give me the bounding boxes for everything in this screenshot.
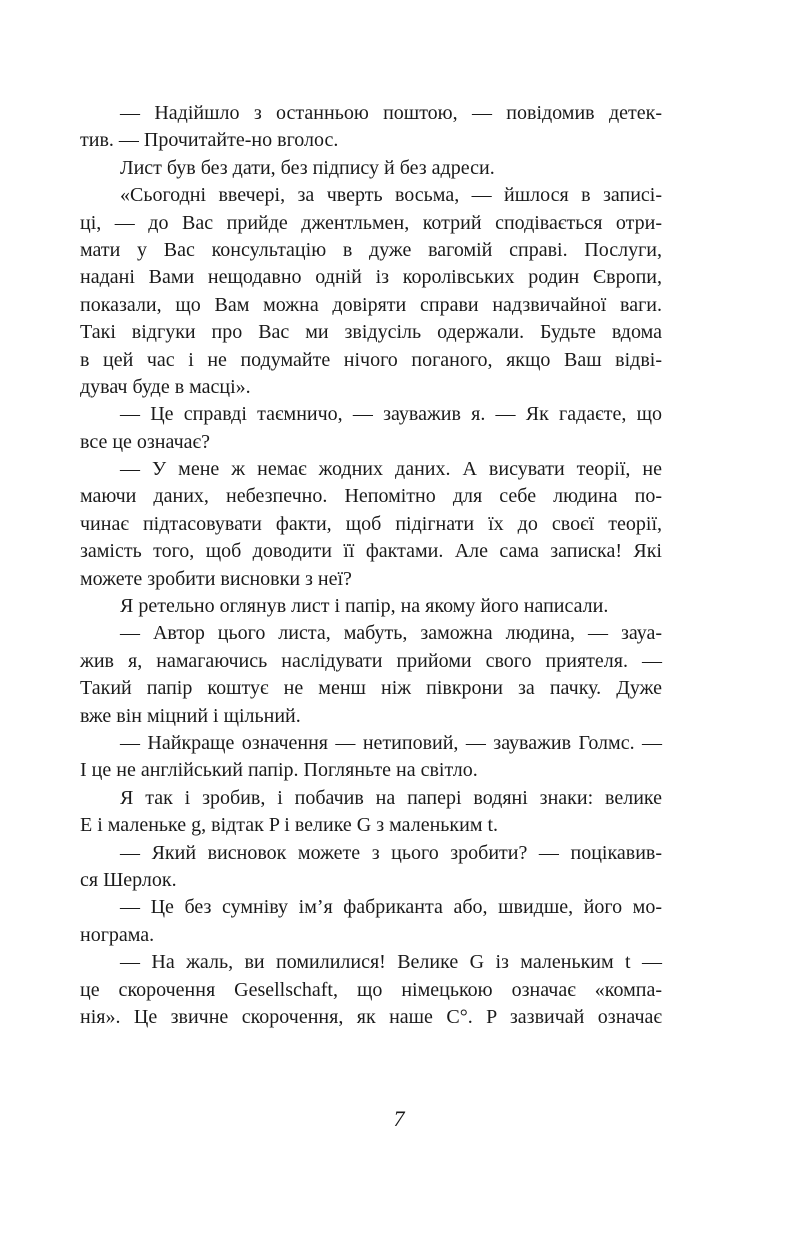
text-line: мати у Вас консультацію в дуже вагомій справі. Послуги, bbox=[80, 238, 662, 261]
text-line: Я так і зробив, і побачив на папері водяні знаки: велике bbox=[120, 786, 662, 809]
text-line: — Це справді таємничо, — зауважив я. — Як гадаєте, що bbox=[120, 403, 662, 426]
text-line: нія». Це звичне скорочення, як наше C°. P зазвичай означає bbox=[80, 1005, 662, 1028]
text-line: все це означає? bbox=[80, 430, 210, 453]
text-line: ці, — до Вас прийде джентльмен, котрий сподівається отри- bbox=[80, 211, 662, 234]
text-line: — Це без сумніву ім’я фабриканта або, швидше, його мо- bbox=[120, 896, 662, 919]
page-body bbox=[80, 100, 662, 1031]
text-line: — У мене ж немає жодних даних. А висувати теорії, не bbox=[120, 458, 662, 481]
text-line: — Надійшло з останньою поштою, — повідомив детек- bbox=[120, 102, 662, 124]
text-line: Такий папір коштує не менш ніж півкрони за пачку. Дуже bbox=[80, 677, 662, 700]
text-line: дувач буде в масці». bbox=[80, 375, 251, 398]
text-line: це скорочення Gesellschaft, що німецькою означає «компа- bbox=[80, 978, 662, 1001]
text-line: І це не англійський папір. Погляньте на світло. bbox=[80, 759, 478, 782]
text-line: Такі відгуки про Вас ми звідусіль одержали. Будьте вдома bbox=[80, 321, 662, 344]
text-line: замість того, щоб доводити її фактами. Але сама записка! Які bbox=[80, 540, 662, 563]
text-line: — Найкраще означення — нетиповий, — зауважив Голмс. — bbox=[120, 731, 662, 754]
text-line: «Сьогодні ввечері, за чверть восьма, — йшлося в записі- bbox=[120, 184, 662, 207]
text-line: Лист був без дати, без підпису й без адреси. bbox=[120, 156, 495, 179]
text-line: можете зробити висновки з неї? bbox=[80, 567, 352, 590]
text-line: нограма. bbox=[80, 923, 155, 946]
text-line: — Який висновок можете з цього зробити? — поцікавив- bbox=[120, 841, 662, 864]
text-line: надані Вами нещодавно одній із королівських родин Європи, bbox=[80, 266, 662, 289]
text-line: жив я, намагаючись наслідувати прийоми свого приятеля. — bbox=[80, 649, 662, 672]
text-line: в цей час і не подумайте нічого поганого, якщо Ваш відві- bbox=[80, 348, 662, 371]
text-line: тив. — Прочитайте-но вголос. bbox=[80, 129, 339, 152]
text-line: Я ретельно оглянув лист і папір, на якому його написали. bbox=[120, 595, 609, 618]
text-line: показали, що Вам можна довіряти справи надзвичайної ваги. bbox=[80, 293, 662, 316]
text-line: — Автор цього листа, мабуть, заможна людина, — зауа- bbox=[120, 622, 662, 645]
text-line: ся Шерлок. bbox=[80, 868, 177, 891]
text-line: — На жаль, ви помилилися! Велике G із маленьким t — bbox=[120, 951, 662, 974]
text-line: E і маленьке g, відтак P і велике G з маленьким t. bbox=[80, 814, 499, 837]
page-number: 7 bbox=[393, 1106, 405, 1131]
text-line: чинає підтасовувати факти, щоб підігнати їх до своєї теорії, bbox=[80, 512, 662, 535]
text-line: вже він міцний і щільний. bbox=[80, 704, 301, 727]
text-line: маючи даних, небезпечно. Непомітно для себе людина по- bbox=[80, 485, 662, 508]
